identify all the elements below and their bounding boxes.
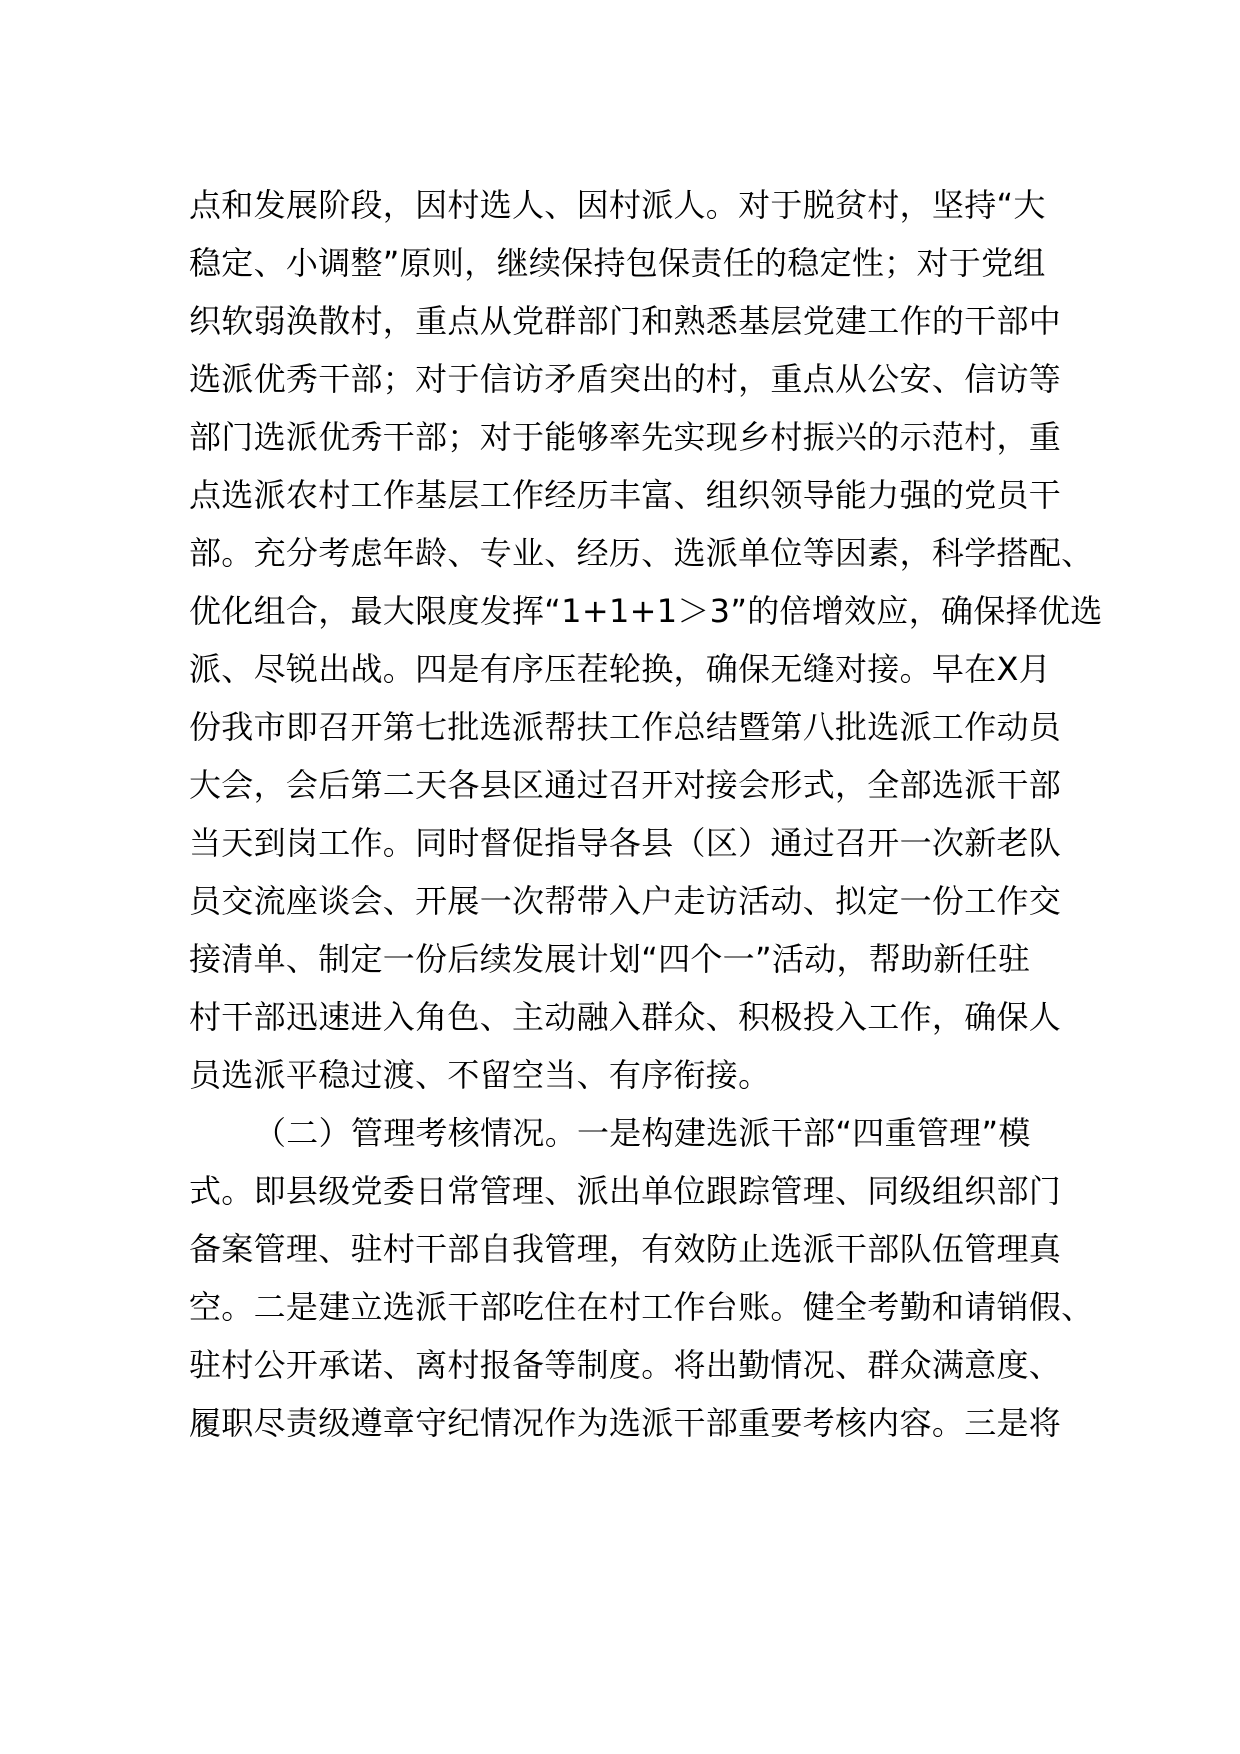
text-line: 派、尽锐出战。四是有序压茬轮换，确保无缝对接。早在X月: [189, 650, 1052, 688]
text-line: 部。充分考虑年龄、专业、经历、选派单位等因素，科学搭配、: [189, 534, 1094, 572]
text-line: 员交流座谈会、开展一次帮带入户走访活动、拟定一份工作交: [189, 882, 1062, 920]
text-line: 履职尽责级遵章守纪情况作为选派干部重要考核内容。三是将: [189, 1404, 1062, 1442]
text-line: 部门选派优秀干部；对于能够率先实现乡村振兴的示范村，重: [189, 418, 1062, 456]
text-line: 点和发展阶段，因村选人、因村派人。对于脱贫村，坚持“大: [189, 186, 1046, 224]
text-line: 优化组合，最大限度发挥“1+1+1＞3”的倍增效应，确保择优选: [189, 592, 1103, 630]
text-line: 点选派农村工作基层工作经历丰富、组织领导能力强的党员干: [189, 476, 1062, 514]
text-line: 大会，会后第二天各县区通过召开对接会形式，全部选派干部: [189, 766, 1062, 804]
text-line: 选派优秀干部；对于信访矛盾突出的村，重点从公安、信访等: [189, 360, 1062, 398]
text-line: 份我市即召开第七批选派帮扶工作总结暨第八批选派工作动员: [189, 708, 1062, 746]
text-line: 稳定、小调整”原则，继续保持包保责任的稳定性；对于党组: [189, 244, 1046, 282]
text-line: 空。二是建立选派干部吃住在村工作台账。健全考勤和请销假、: [189, 1288, 1094, 1326]
text-line: 织软弱涣散村，重点从党群部门和熟悉基层党建工作的干部中: [189, 302, 1062, 340]
text-line: 员选派平稳过渡、不留空当、有序衔接。: [189, 1056, 771, 1094]
text-line: 接清单、制定一份后续发展计划“四个一”活动，帮助新任驻: [189, 940, 1031, 978]
section-heading-line: （二）管理考核情况。一是构建选派干部“四重管理”模: [254, 1114, 1031, 1152]
text-line: 式。即县级党委日常管理、派出单位跟踪管理、同级组织部门: [189, 1172, 1062, 1210]
text-line: 村干部迅速进入角色、主动融入群众、积极投入工作，确保人: [189, 998, 1062, 1036]
text-line: 备案管理、驻村干部自我管理，有效防止选派干部队伍管理真: [189, 1230, 1062, 1268]
text-line: 驻村公开承诺、离村报备等制度。将出勤情况、群众满意度、: [189, 1346, 1062, 1384]
text-line: 当天到岗工作。同时督促指导各县（区）通过召开一次新老队: [189, 824, 1062, 862]
